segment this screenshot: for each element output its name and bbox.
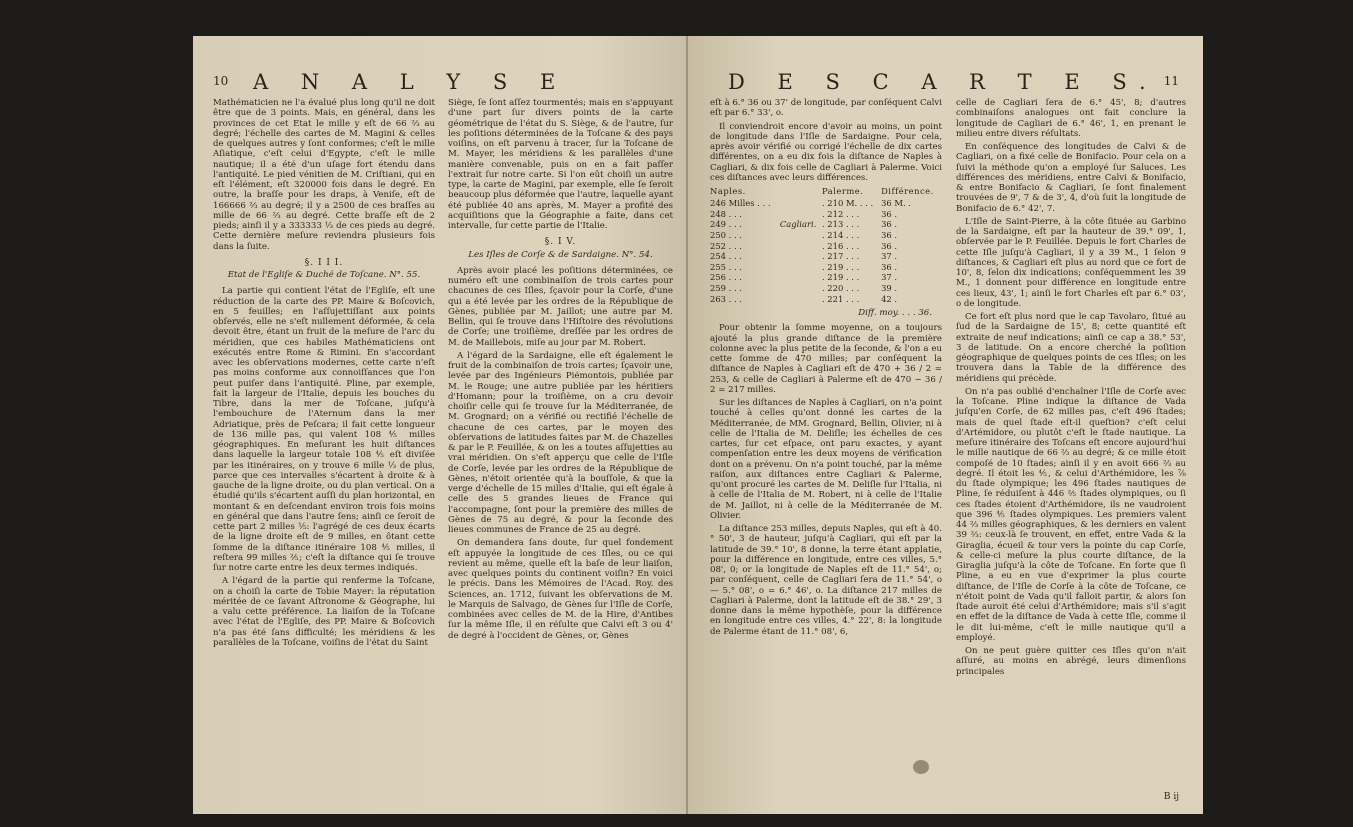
table-cell: . 217 . . . (821, 251, 860, 262)
table-header: Palerme. (821, 186, 864, 196)
table-cell: 255 . . . (710, 261, 742, 272)
table-row (710, 230, 942, 241)
table-cell: . 210 M. . . . (821, 198, 874, 209)
table-cell (780, 241, 822, 252)
left-column-2 (448, 98, 673, 644)
paragraph: Mathématicien ne l'a évalué plus long qu'il ne doit être que de 3 points. Mais, en général, dans les provinces de cet Etat le mille y eſt de 66 ⅔ au degré; l'échelle des cartes de M. Magini & celles de quelques autres y ſont conformes; c'eſt le mille Aſiatique, c'eſt celui d'Egypte, c'eſt le mille nautique; il a été d'un uſage fort étendu dans l'antiquité. Le pied vénitien de M. Criſtiani, qui en eſt l'élément, eſt 320000 fois dans le degré. En outre, la braſſe pour les draps, à Veniſe, eſt de 166666 ⅔ au degré; il y a 2500 de ces braſſes au mille de 66 ⅔ au degré. Cette braſſe eſt de 2 pieds; ainſi il y a 333333 ⅓ de ces pieds au degré. Cette dernière meſure reviendra plusieurs fois dans la ſuite. (213, 98, 435, 252)
book-spread (193, 36, 1203, 814)
table-cell: . 221 . . . (821, 293, 860, 304)
table-summary: Diff. moy. . . . 36. (858, 308, 932, 319)
summary-label: Diff. moy. (858, 308, 900, 319)
paragraph: La diſtance 253 milles, depuis Naples, qui eſt à 40.° 50', 3 de hauteur, juſqu'à Cagliari, qui eſt par la latitude de 39.° 10', 8 donne, la terre étant applatie, pour la différence en longitude, entre ces villes, 5.° 08', 0; or la longitude de Naples eſt de 11.° 54', o; par conſéquent, celle de Cagliari ſera de 11.° 54', o — 5.° 08', o = 6.° 46', o. La diſtance 217 milles de Cagliari à Palerme, dont la latitude eſt de 38.° 29', 3 donne dans la même hypothèſe, pour la différence en longitude entre ces villes, 4.° 22', 8: la longitude de Palerme étant de 11.° 08', 6, (710, 524, 942, 637)
table-cell (780, 262, 822, 273)
table-cell (780, 209, 822, 220)
paragraph: Ce fort eſt plus nord que le cap Tavolaro, ſitué au ſud de la Sardaigne de 15', 8; cette quantité eſt extraite de neuf indications; ainſi ce cap a 38.° 53', 3 de latitude. On a encore cherché la poſition géographique de quelques points de ces Iſles; on les trouvera dans la Table de la différence des méridiens qui précède. (956, 312, 1186, 384)
table-cell: . 212 . . . (821, 208, 860, 219)
table-cell: 249 . . . (710, 219, 742, 230)
table-row (710, 294, 942, 305)
ink-stain (913, 760, 929, 774)
section-heading: §. I I I. (304, 257, 344, 268)
table-row (710, 283, 942, 294)
paragraph: On n'a pas oublié d'enchaîner l'Iſle de Corſe avec la Toſcane. Pline indique la diſtance de Vada juſqu'en Corſe, de 62 milles pas, c'eſt 496 ſtades; mais de quel ſtade eſt-il queſtion? c'eſt celui d'Artémidore, ou plutôt c'eſt le ſtade nautique. La meſure itinéraire des Toſcans eſt encore aujourd'hui le mille nautique de 66 ⅔ au degré; & ce mille étoit compoſé de 10 ſtades; ainſi il y en avoit 666 ⅔ au degré. Il étoit les ⅘, & celui d'Arthémidore, les ⅞ du ſtade olympique; les 496 ſtades nautiques de Pline, ſe réduiſent à 446 ⅖ ſtades olympiques, ou ſi ces ſtades étoient d'Arthémidore, ils ne vaudroient que 396 ⅘ ſtades olympiques. Les premiers valent 44 ⅔ milles géographiques, & les derniers en valent 39 ⅔: ceux-là ſe trouvent, en effet, entre Vada & la Giraglia, écueil & tour vers la pointe du cap Corſe, & celle-ci meſure la plus courte diſtance, de la Giraglia juſqu'à la côte de Toſcane. En ſorte que ſi Pline, a eu en vue d'exprimer la plus courte diſtance, de l'Iſle de Corſe à la côte de Toſcane, ce n'étoit point de Vada qu'il falloit partir, & alors ſon ſtade auroit été celui d'Arthémidore; mais s'il s'agit en effet de la diſtance de Vada à cette Iſle, comme il le dit lui-même, c'eſt le mille nautique qu'il a employé. (956, 386, 1186, 643)
table-cell: 248 . . . (710, 208, 742, 219)
table-cell (780, 294, 822, 305)
center-label: Cagliari. (779, 219, 817, 230)
paragraph: Après avoir placé les poſitions déterminées, ce numéro eſt une combinaiſon de trois cartes pour chacunes de ces Iſles, ſçavoir pour la Corſe, d'une qui a été levée par les ordres de la République de Gènes, publiée par M. Jaillot; une autre par M. Bellin, qui ſe trouve dans l'Hiſtoire des révolutions de Corſe; une troiſième, dreſſée par les ordres de M. de Maillebois, miſe au jour par M. Robert. (448, 265, 673, 348)
table-header-row (710, 186, 942, 198)
left-column-1 (213, 98, 435, 651)
table-row (710, 241, 942, 252)
table-cell: . 219 . . . (821, 261, 860, 272)
paragraph: On ne peut guère quitter ces Iſles qu'on n'ait aſſuré, au moins en abrégé, leurs dimenſions principales (956, 646, 1186, 677)
table-cell: 259 . . . (710, 283, 742, 293)
table-header (780, 186, 822, 198)
table-cell: 256 . . . (710, 272, 742, 283)
paragraph: A l'égard de la partie qui renferme la Toſcane, on a choiſi la carte de Tobie Mayer: la réputation méritée de ce ſavant Aſtronome & Géographe, lui a valu cette préférence. La liaiſon de la Toſcane avec l'état de l'Egliſe, des PP. Maire & Boſcovich n'a pas été ſans difficulté; les méridiens & les parallèles de la Toſcane, voiſins de l'état du Saint (213, 576, 435, 648)
table-row (710, 209, 942, 220)
running-head (193, 70, 688, 92)
table-cell: . 220 . . . (821, 283, 860, 293)
table-cell (780, 230, 822, 241)
paragraph: L'Iſle de Saint-Pierre, à la côte ſituée au Garbino de la Sardaigne, eſt par la hauteur de 39.° 09', 1, obſervée par le P. Feuillée. Depuis le fort Charles de cette Iſle juſqu'à Cagliari, il y a 39 M., 1 ſelon 9 diſtances, & Cagliari eſt plus au nord que ce fort de 10', 8, ſelon dix indications; conſéquemment les 39 M., 1 donnent pour différence en longitude entre ces lieux, 43', 1; ainſi le fort Charles eſt par 6.° 03', o de longitude. (956, 216, 1186, 309)
table-cell: . 219 . . . (821, 272, 860, 283)
table-cell (780, 283, 822, 294)
table-cell: 36 . (881, 261, 898, 272)
paragraph: La partie qui contient l'état de l'Egliſe, eſt une réduction de la carte des PP. Maire & Boſcovich, en 5 feuilles; en l'aſſujettiſſant aux points obſervés, elle ne s'eſt nullement déformée, & cela devoit être, étant un fruit de la meſure de l'arc du méridien, que ces habiles Mathématiciens ont exécutés entre Rome & Rimini. En s'accordant avec les obſervations modernes, cette carte n'eſt pas moins conforme aux connoiſſances que l'on peut puiſer dans l'antiquité. Pline, par exemple, fait la largeur de l'Italie, depuis les bouches du Tibre, dans la mer de Toſcane, juſqu'à l'embouchure de l'Aternum dans la mer Adriatique, près de Peſcara; il fait cette longueur de 136 mille pas, qui valent 108 ⅘ milles géographiques. En meſurant les huit diſtances dans laquelle la largeur totale 108 ⅘ eſt diviſée par les itinéraires, on y trouve 6 mille ⅓ de plus, parce que ces intervalles s'écartent à droite & à gauche de la ligne droite, ou du plan vertical. On a étudié qu'ils s'écartent auſſi du plan horizontal, en montant & en deſcendant environ trois fois moins en général que dans l'autre ſens; ainſi ce ſeroit de cette part 2 milles ⅕: l'agrégé de ces deux écarts de la ligne droite eſt de 9 milles, en ôtant cette ſomme de la diſtance itinéraire 108 ⅘ milles, il reſtera 99 milles ⅖; c'eſt la diſtance qui ſe trouve ſur notre carte entre les deux termes indiqués. (213, 286, 435, 573)
table-cell: 42 . (881, 293, 898, 304)
table-row (710, 251, 942, 262)
table-cell: 246 Milles . . . (710, 198, 771, 209)
table-cell: 252 . . . (710, 240, 742, 251)
paragraph: Il conviendroit encore d'avoir au moins, un point de longitude dans l'Iſle de Sardaigne. Pour cela, après avoir vérifié ou corrigé l'échelle de dix cartes différentes, on a eu dix fois la diſtance de Naples à Cagliari, & dix fois celle de Cagliari à Palerme. Voici ces diſtances avec leurs différences. (710, 121, 942, 183)
page-number: 10 (213, 74, 229, 88)
paragraph: celle de Cagliari ſera de 6.° 45', 8; d'autres combinaiſons analogues ont fait conclure la longitude de Cagliari de 6.° 46', 1, en prenant le milieu entre divers réſultats. (956, 98, 1186, 139)
table-cell: 37 . (881, 272, 898, 283)
table-row (710, 219, 942, 230)
table-cell: 36 . (881, 240, 898, 251)
table-cell: 254 . . . (710, 251, 742, 262)
table-cell: . 213 . . . (821, 219, 860, 230)
paragraph: En conſéquence des longitudes de Calvi & de Cagliari, on a fixé celle de Bonifacio. Pour cela on a ſuivi la méthode qu'on a employé ſur Saluces. Les différences des méridiens, entre Calvi & Bonifacio, & entre Bonifacio & Cagliari, ſe ſont finalement trouvées de 9', 7 & de 3', 4, d'où ſuit la longitude de Bonifacio de 6.° 42', 7. (956, 142, 1186, 214)
table-cell: 37 . (881, 251, 898, 262)
section-heading: §. I V. (544, 237, 577, 248)
table-header: Naples. (710, 186, 746, 196)
distance-table (710, 186, 942, 304)
table-cell: 36 . (881, 208, 898, 219)
table-row (710, 262, 942, 273)
page-number: 11 (1163, 74, 1179, 88)
paragraph: Siège, ſe ſont aſſez tourmentés; mais en s'appuyant d'une part ſur divers points de la carte géométrique de l'état du S. Siège, & de l'autre, ſur les poſitions déterminées de la Toſcane & des pays voiſins, on eſt parvenu à tracer, ſur la Toſcane de M. Mayer, les méridiens & les parallèles d'une manière convenable, puis on en a fait paſſer l'extrait ſur notre carte. Si l'on eût choiſi un autre type, la carte de Magini, par exemple, elle ſe ſeroit beaucoup plus déformée que l'autre, laquelle ayant été publiée 40 ans après, M. Mayer a profité des acquiſitions que la Géographie a faite, dans cet intervalle, ſur cette partie de l'Italie. (448, 98, 673, 231)
table-cell: 250 . . . (710, 230, 742, 241)
table-cell: 263 . . . (710, 293, 742, 304)
paragraph: Sur les diſtances de Naples à Cagliari, on n'a point touché à celles qu'ont donné les cartes de la Méditerranée, de MM. Grognard, Bellin, Olivier, ni à celle de l'Italia de M. Deliſle; les échelles de ces cartes, ſur cet eſpace, ont paru exactes, y ayant compenſation entre les deux moyens de vérification dont on a prévenu. On n'a point touché, par la même raiſon, aux diſtances entre Cagliari & Palerme, qu'ont procuré les cartes de M. Deliſle ſur l'Italia, ni à celle de l'Italia de M. Robert, ni à celle de l'Italie de M. Jaillot, ni à celle de la Méditerranée de M. Olivier. (710, 398, 942, 521)
table-cell: . 214 . . . (821, 230, 860, 241)
table-cell: 36 . (881, 230, 898, 241)
table-cell: 36 M. . (881, 198, 911, 209)
section-subheading: Etat de l'Egliſe & Duché de Toſcane. N°. 55. (227, 270, 421, 280)
summary-value: 36. (918, 308, 932, 319)
table-cell (780, 251, 822, 262)
right-column-1 (710, 98, 942, 640)
table-cell (780, 272, 822, 283)
right-column-2 (956, 98, 1186, 680)
table-row (710, 272, 942, 283)
table-cell: 36 . (881, 219, 898, 230)
table-body (710, 198, 942, 304)
section-subheading: Les Iſles de Corſe & de Sardaigne. N°. 54. (468, 249, 653, 260)
table-header: Différence. (881, 186, 934, 196)
running-head-title: D E S C A R T E S. (728, 70, 1159, 94)
paragraph: eſt à 6.° 36 ou 37' de longitude, par conſéquent Calvi eſt par 6.° 33', o. (710, 98, 942, 119)
left-page (193, 36, 688, 814)
paragraph: Pour obtenir la ſomme moyenne, on a toujours ajouté la plus grande diſtance de la première colonne avec la plus petite de la ſeconde, & l'on a eu cette ſomme de 470 milles; par conſéquent la diſtance de Naples à Cagliari eſt de 470 + 36 / 2 = 253, & celle de Cagliari à Palerme eſt de 470 − 36 / 2 = 217 milles. (710, 323, 942, 395)
running-head-title: A N A L Y S E (253, 70, 569, 94)
signature-mark: B ij (1163, 792, 1179, 802)
right-page (688, 36, 1203, 814)
table-cell (780, 198, 822, 209)
table-cell: . 216 . . . (821, 240, 860, 251)
table-cell: 39 . (881, 283, 898, 293)
paragraph: A l'égard de la Sardaigne, elle eſt également le fruit de la combinaiſon de trois cartes; ſçavoir une, levée par des Ingénieurs Piémontois, publiée par M. le Rouge; une autre publiée par les héritiers d'Homann; pour la troiſième, on a cru devoir choiſir celle qui ſe trouve ſur la Méditerranée, de M. Grognard; on a vérifié ou rectifié l'échelle de chacune de ces cartes, par le moyen des obſervations de latitudes faites par M. de Chazelles & par le P. Feuillée, & on les a toutes aſſujetties au vrai méridien. On s'eſt apperçu que celle de l'Iſle de Corſe, levée par les ordres de la République de Gènes, n'étoit orientée qu'à la bouſſole, & que la verge d'échelle de 15 milles d'Italie, qui eſt égale à celle des 5 grandes lieues de France qui l'accompagne, ſont pour la première des milles de Gènes de 75 au degré, & pour la ſeconde des lieues communes de France de 25 au degré. (448, 350, 673, 535)
table-row (710, 198, 942, 209)
running-head (688, 70, 1203, 92)
paragraph: On demandera ſans doute, ſur quel fondement eſt appuyée la longitude de ces Iſles, ou ce qui revient au même, quelle eſt la baſe de leur liaiſon, avec quelques points du continent voiſin? En voici le précis. Dans les Mémoires de l'Acad. Roy. des Sciences, an. 1712, ſuivant les obſervations de M. le Marquis de Salvago, de Gènes ſur l'Iſle de Corſe, combinées avec celles de M. de la Hire, d'Antibes ſur la même Iſle, il en réſulte que Calvi eſt 3 ou 4' de degré à l'occident de Gènes, or, Gènes (448, 538, 673, 641)
